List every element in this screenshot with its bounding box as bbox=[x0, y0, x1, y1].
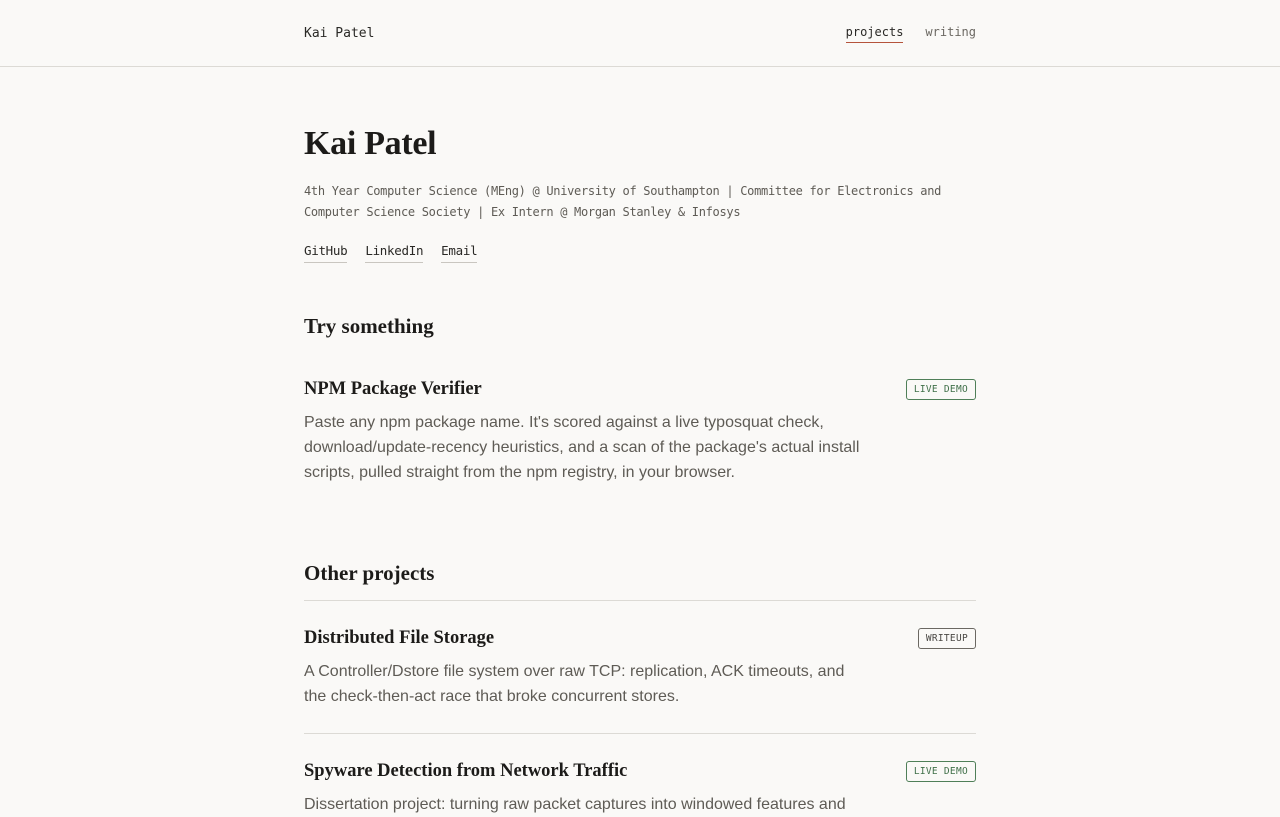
project-title[interactable]: Distributed File Storage bbox=[304, 628, 495, 648]
hero-name: Kai Patel bbox=[304, 125, 437, 162]
nav-writing-link[interactable]: writing bbox=[925, 24, 976, 39]
github-link[interactable]: GitHub bbox=[304, 243, 347, 263]
live-demo-badge[interactable]: LIVE DEMO bbox=[906, 379, 976, 400]
social-links bbox=[304, 243, 976, 263]
linkedin-link[interactable]: LinkedIn bbox=[365, 243, 423, 263]
email-link[interactable]: Email bbox=[441, 243, 477, 263]
project-card-distributed-file-storage[interactable] bbox=[304, 626, 976, 734]
project-description: A Controller/Dstore file system over raw TCP: replication, ACK timeouts, and the check-then-act race that broke concurrent stores. bbox=[304, 663, 845, 705]
hero-tagline: 4th Year Computer Science (MEng) @ University of Southampton | Committee for Electronics and Computer Science Society | Ex Intern @ Morgan Stanley & Infosys bbox=[304, 184, 942, 219]
project-description: Paste any npm package name. It's scored against a live typosquat check, download/update-recency heuristics, and a scan of the package's actual install scripts, pulled straight from the npm registry, in your browser. bbox=[304, 414, 860, 481]
top-navigation-bar bbox=[0, 0, 1280, 67]
main-nav bbox=[846, 25, 976, 43]
project-description: Dissertation project: turning raw packet captures into windowed features and bbox=[304, 796, 846, 813]
other-projects-section-title: Other projects bbox=[304, 560, 976, 601]
brand-link[interactable]: Kai Patel bbox=[304, 25, 375, 41]
top-navigation-inner bbox=[304, 0, 976, 66]
project-card-npm-verifier[interactable] bbox=[304, 377, 976, 485]
project-title[interactable]: Spyware Detection from Network Traffic bbox=[304, 761, 628, 781]
main-content bbox=[304, 124, 976, 817]
writeup-badge[interactable]: WRITEUP bbox=[918, 628, 976, 649]
live-demo-badge[interactable]: LIVE DEMO bbox=[906, 761, 976, 782]
nav-projects-link[interactable]: projects bbox=[846, 25, 904, 43]
project-card-spyware-detection[interactable] bbox=[304, 759, 976, 817]
project-title[interactable]: NPM Package Verifier bbox=[304, 379, 482, 399]
try-section-title: Try something bbox=[304, 314, 434, 338]
